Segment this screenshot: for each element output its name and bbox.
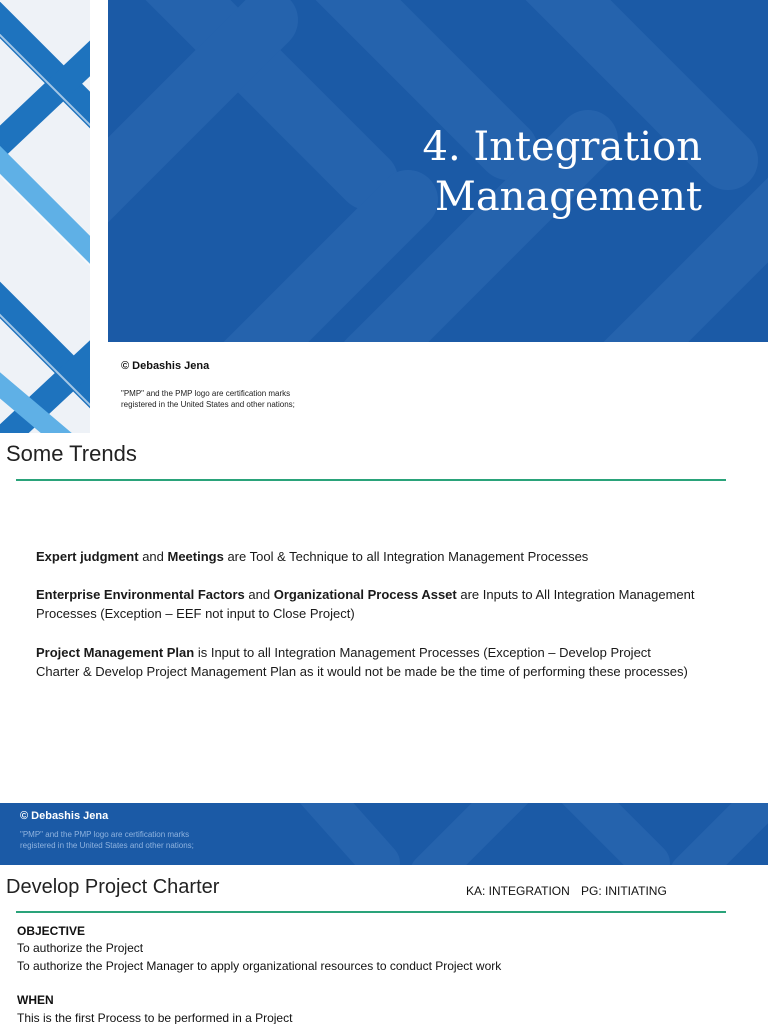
- trend-2-text-2: are Inputs to All Integration Management Processes (Exception – EEF not input to Close Project): [36, 587, 695, 621]
- copyright-text: © Debashis Jena: [121, 360, 210, 372]
- objective-line-1: To authorize the Project: [17, 941, 144, 955]
- footer-note-line-1: "PMP" and the PMP logo are certification marks: [20, 830, 190, 839]
- title-line-1: 4. Integration: [422, 124, 702, 170]
- slide-title: Some Trends: [6, 441, 137, 466]
- footer-note-line-2: registered in the United States and other nations;: [20, 841, 194, 850]
- trend-paragraph-3: [36, 643, 696, 681]
- title-line-2: Management: [434, 174, 702, 220]
- footer-trademark-note: [20, 829, 280, 851]
- title-divider: [16, 479, 726, 481]
- trend-3-bold-1: Project Management Plan: [36, 645, 195, 660]
- slide-title: Develop Project Charter: [6, 876, 220, 898]
- trademark-note-line-1: "PMP" and the PMP logo are certification marks: [121, 389, 291, 398]
- trend-1-text-1: and: [138, 549, 168, 564]
- trend-2-bold-1: Enterprise Environmental Factors: [36, 587, 245, 602]
- title-divider: [16, 911, 726, 913]
- trend-1-bold-1: Expert judgment: [36, 549, 139, 564]
- title-slide: [0, 0, 768, 433]
- trademark-note: [121, 388, 381, 410]
- trend-2-bold-2: Organizational Process Asset: [273, 587, 457, 602]
- footer-copyright: © Debashis Jena: [20, 810, 109, 822]
- trademark-note-line-2: registered in the United States and other nations;: [121, 400, 295, 409]
- charter-slide: [0, 865, 768, 1024]
- when-line-1: This is the first Process to be performed in a Project: [17, 1011, 293, 1024]
- footer-band: [0, 803, 768, 865]
- trend-1-text-2: are Tool & Technique to all Integration Management Processes: [223, 549, 589, 564]
- trend-paragraph-1: [36, 547, 696, 566]
- objective-line-2: To authorize the Project Manager to apply organizational resources to conduct Project work: [17, 959, 502, 973]
- trend-1-bold-2: Meetings: [167, 549, 224, 564]
- trends-slide: [0, 433, 768, 803]
- when-heading: WHEN: [17, 993, 54, 1007]
- trend-paragraph-2: [36, 585, 696, 623]
- trend-2-text-1: and: [244, 587, 274, 602]
- title-panel: [108, 0, 768, 342]
- knowledge-area-label: KA: INTEGRATION: [466, 884, 570, 898]
- page-title: [423, 122, 702, 222]
- objective-heading: OBJECTIVE: [17, 924, 86, 938]
- trend-3-text-1: is Input to all Integration Management Processes (Exception – Develop Project Charter & Develop Project Management Plan as it would not be made be the time of performing these processes): [36, 645, 688, 679]
- process-group-label: PG: INITIATING: [581, 884, 667, 898]
- decorative-pattern-left: [0, 0, 90, 433]
